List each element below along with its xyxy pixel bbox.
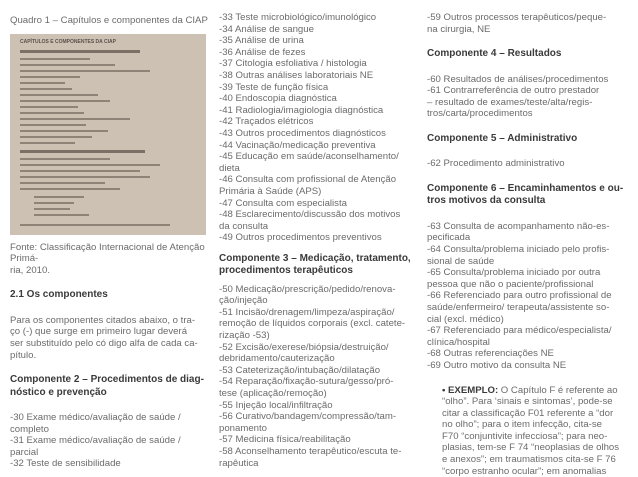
list-item: -52 Excisão/exerese/biópsia/destruição/ debridamento/cauterização: [219, 342, 415, 365]
list-item: -68 Outras referenciações NE: [427, 348, 630, 360]
list-item: -58 Aconselhamento terapêutico/escuta te- rapêutica: [219, 446, 415, 469]
list-item: -31 Exame médico/avaliação de saúde / parcial: [10, 435, 213, 458]
figure-line: [20, 64, 115, 66]
list-item: -46 Consulta com profissional de Atenção Primária à Saúde (APS): [219, 174, 415, 197]
figure-line: [20, 118, 130, 120]
component-2-title: Componente 2 – Procedimentos de diag- nóstico e prevenção: [10, 374, 213, 399]
figure-line: [20, 76, 80, 78]
list-item: -45 Educação em saúde/aconselhamento/ dieta: [219, 151, 415, 174]
list-item: -39 Teste de função física: [219, 82, 415, 94]
figure-line: [20, 182, 105, 184]
figure-line: [20, 158, 110, 160]
list-item: -56 Curativo/bandagem/compressão/tam- ponamento: [219, 411, 415, 434]
figure-line: [20, 106, 78, 108]
figure-line: [34, 202, 74, 204]
list-item: -47 Consulta com especialista: [219, 198, 415, 210]
component-4-title: Componente 4 – Resultados: [427, 48, 630, 60]
list-item: -64 Consulta/problema iniciado pelo profis- sional de saúde: [427, 244, 630, 267]
ciap-chapters-figure: [10, 34, 206, 235]
column-left: [10, 0, 213, 470]
list-item: -40 Endoscopia diagnóstica: [219, 93, 415, 105]
figure-line: [20, 176, 150, 178]
list-item: -37 Citologia esfoliativa / histologia: [219, 58, 415, 70]
figure-line: [20, 142, 75, 144]
list-item: -60 Resultados de análises/procedimentos: [427, 74, 630, 86]
list-item: -54 Reparação/fixação-sutura/gesso/pró- tese (aplicação/remoção): [219, 376, 415, 399]
list-item: -61 Contrarreferência de outro prestador – resultado de exames/teste/alta/regis- tros/carta/procedimentos: [427, 85, 630, 120]
figure-line: [20, 130, 108, 132]
figure-line: [20, 224, 170, 226]
list-item: -43 Outros procedimentos diagnósticos: [219, 128, 415, 140]
list-item: -55 Injeção local/infiltração: [219, 400, 415, 412]
figure-line: [34, 214, 89, 216]
figure-source: Fonte: Classificação Internacional de Atenção Primá- ria, 2010.: [10, 242, 213, 277]
list-item: -30 Exame médico/avaliação de saúde / completo: [10, 412, 213, 435]
component-5-title: Componente 5 – Administrativo: [427, 133, 630, 145]
list-item: -38 Outras análises laboratoriais NE: [219, 70, 415, 82]
component-3-title: Componente 3 – Medicação, tratamento, procedimentos terapêuticos: [219, 253, 415, 278]
figure-line: [20, 88, 72, 90]
list-item: -32 Teste de sensibilidade: [10, 458, 213, 470]
figure-line: [20, 164, 160, 166]
figure-line: [20, 70, 150, 72]
list-item: -33 Teste microbiológico/imunológico: [219, 12, 415, 24]
figure-line: [20, 94, 98, 96]
list-item: -48 Esclarecimento/discussão dos motivos da consulta: [219, 209, 415, 232]
list-item: -69 Outro motivo da consulta NE: [427, 360, 630, 372]
list-item: -36 Análise de fezes: [219, 47, 415, 59]
list-item: -42 Traçados elétricos: [219, 116, 415, 128]
list-item: -63 Consulta de acompanhamento não-es- pecificada: [427, 221, 630, 244]
list-item: -65 Consulta/problema iniciado por outra pessoa que não o paciente/profissional: [427, 267, 630, 290]
example-label: EXEMPLO:: [448, 385, 498, 396]
figure-line: [20, 170, 140, 172]
figure-line: [20, 50, 140, 53]
list-item: -67 Referenciado para médico/especialista/ clínica/hospital: [427, 325, 630, 348]
list-item: -49 Outros procedimentos preventivos: [219, 232, 415, 244]
figure-line: [20, 100, 110, 102]
figure-caption: Quadro 1 – Capítulos e componentes da CIAP: [10, 15, 213, 27]
list-item: -51 Incisão/drenagem/limpeza/aspiração/ remoção de líquidos corporais (excl. catete- rização -53): [219, 307, 415, 342]
list-item: -50 Medicação/prescrição/pedido/renova- ção/injeção: [219, 284, 415, 307]
figure-line: [20, 188, 120, 190]
component-6-title: Componente 6 – Encaminhamentos e ou- tros motivos da consulta: [427, 183, 630, 208]
list-item: -34 Análise de sangue: [219, 24, 415, 36]
list-item: -41 Radiologia/imagiologia diagnóstica: [219, 105, 415, 117]
figure-line: [34, 208, 70, 210]
list-item: -53 Cateterização/intubação/dilatação: [219, 365, 415, 377]
list-item: -44 Vacinação/medicação preventiva: [219, 140, 415, 152]
bullet-icon: •: [442, 385, 448, 396]
figure-line: [34, 196, 84, 198]
list-item: -59 Outros processos terapêuticos/peque- na cirurgia, NE: [427, 12, 630, 35]
list-item: -62 Procedimento administrativo: [427, 158, 630, 170]
column-middle: [219, 0, 415, 469]
list-item: -35 Análise de urina: [219, 35, 415, 47]
figure-line: [20, 58, 90, 60]
figure-line: [20, 124, 86, 126]
column-right: [427, 0, 630, 477]
section-title: 2.1 Os componentes: [10, 289, 213, 301]
list-item: -66 Referenciado para outro profissional de saúde/enfermeiro/ terapeuta/assistente so- cial (excl. médico): [427, 290, 630, 325]
example-text: O Capítulo F é referente ao “olho”. Para ‘sinais e sintomas’, pode-se citar a classificação F01 referente a “dor no olho”; para o item infecção, cita-se F70 “conjuntivite infecciosa”; para neo- plasias, tem-se F 74 “neoplasias de olhos e anexos”; em traumatismos cita-se F 76 “corpo estranho ocular”; em anomalias: [442, 385, 619, 477]
figure-line: [20, 150, 145, 153]
example-block: [442, 385, 630, 477]
figure-line: [20, 82, 65, 84]
figure-title: CAPÍTULOS E COMPONENTES DA CIAP: [20, 39, 116, 45]
figure-line: [20, 136, 92, 138]
figure-line: [20, 112, 84, 114]
intro-paragraph: Para os componentes citados abaixo, o tra- ço (-) que surge em primeiro lugar deverá ser substituído pelo có digo alfa de cada ca- pítulo.: [10, 315, 213, 361]
list-item: -57 Medicina física/reabilitação: [219, 434, 415, 446]
